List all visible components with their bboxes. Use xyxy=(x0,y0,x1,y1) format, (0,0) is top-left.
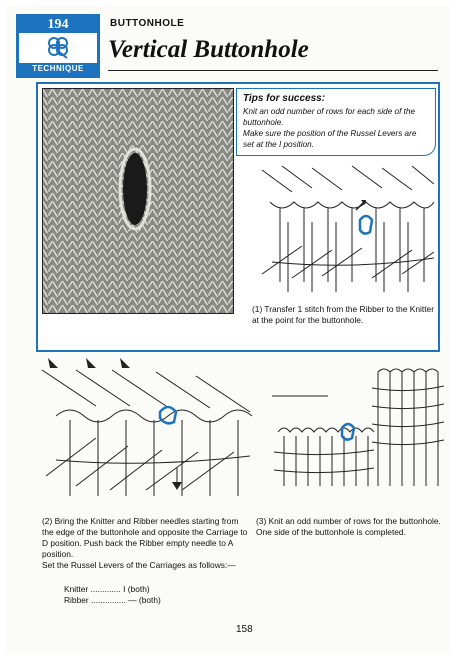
clover-icon xyxy=(41,35,75,59)
tips-title: Tips for success: xyxy=(243,93,326,104)
page-title: Vertical Buttonhole xyxy=(108,36,309,63)
technique-number: 194 xyxy=(19,17,97,33)
page-number: 158 xyxy=(236,624,253,635)
technique-badge xyxy=(16,14,100,78)
step1-needle-diagram xyxy=(252,162,438,300)
tips-box xyxy=(236,88,436,156)
russel-lever-settings xyxy=(64,584,161,606)
step2-text: (2) Bring the Knitter and Ribber needles starting from the edge of the buttonhole and opposite the Carriage to D position. Push back the Ribber empty needle to A position. xyxy=(42,516,248,559)
step2-caption xyxy=(42,516,252,571)
step2-needle-diagram xyxy=(36,356,256,512)
setting-row-ribber xyxy=(64,595,161,606)
step3-caption: (3) Knit an odd number of rows for the buttonhole. One side of the buttonhole is completed. xyxy=(256,516,441,537)
knitted-buttonhole-photo xyxy=(42,88,234,314)
setting-value: — (both) xyxy=(128,595,161,605)
tips-line-2: Make sure the position of the Russel Levers are set at the I position. xyxy=(243,129,417,149)
tips-line-1: Knit an odd number of rows for each side of the buttonhole. xyxy=(243,107,416,127)
setting-row-knitter xyxy=(64,584,161,595)
title-underline xyxy=(108,70,438,71)
step2-settings-intro: Set the Russel Levers of the Carriages as follows:— xyxy=(42,560,236,570)
setting-label: Knitter ............. xyxy=(64,584,121,594)
step3-knitted-rows-diagram xyxy=(268,366,444,492)
technique-label: TECHNIQUE xyxy=(19,63,97,75)
section-heading: BUTTONHOLE xyxy=(110,18,185,29)
step1-caption: (1) Transfer 1 stitch from the Ribber to the Knitter at the point for the buttonhole. xyxy=(252,304,434,325)
setting-label: Ribber ............... xyxy=(64,595,126,605)
setting-value: I (both) xyxy=(123,584,150,594)
